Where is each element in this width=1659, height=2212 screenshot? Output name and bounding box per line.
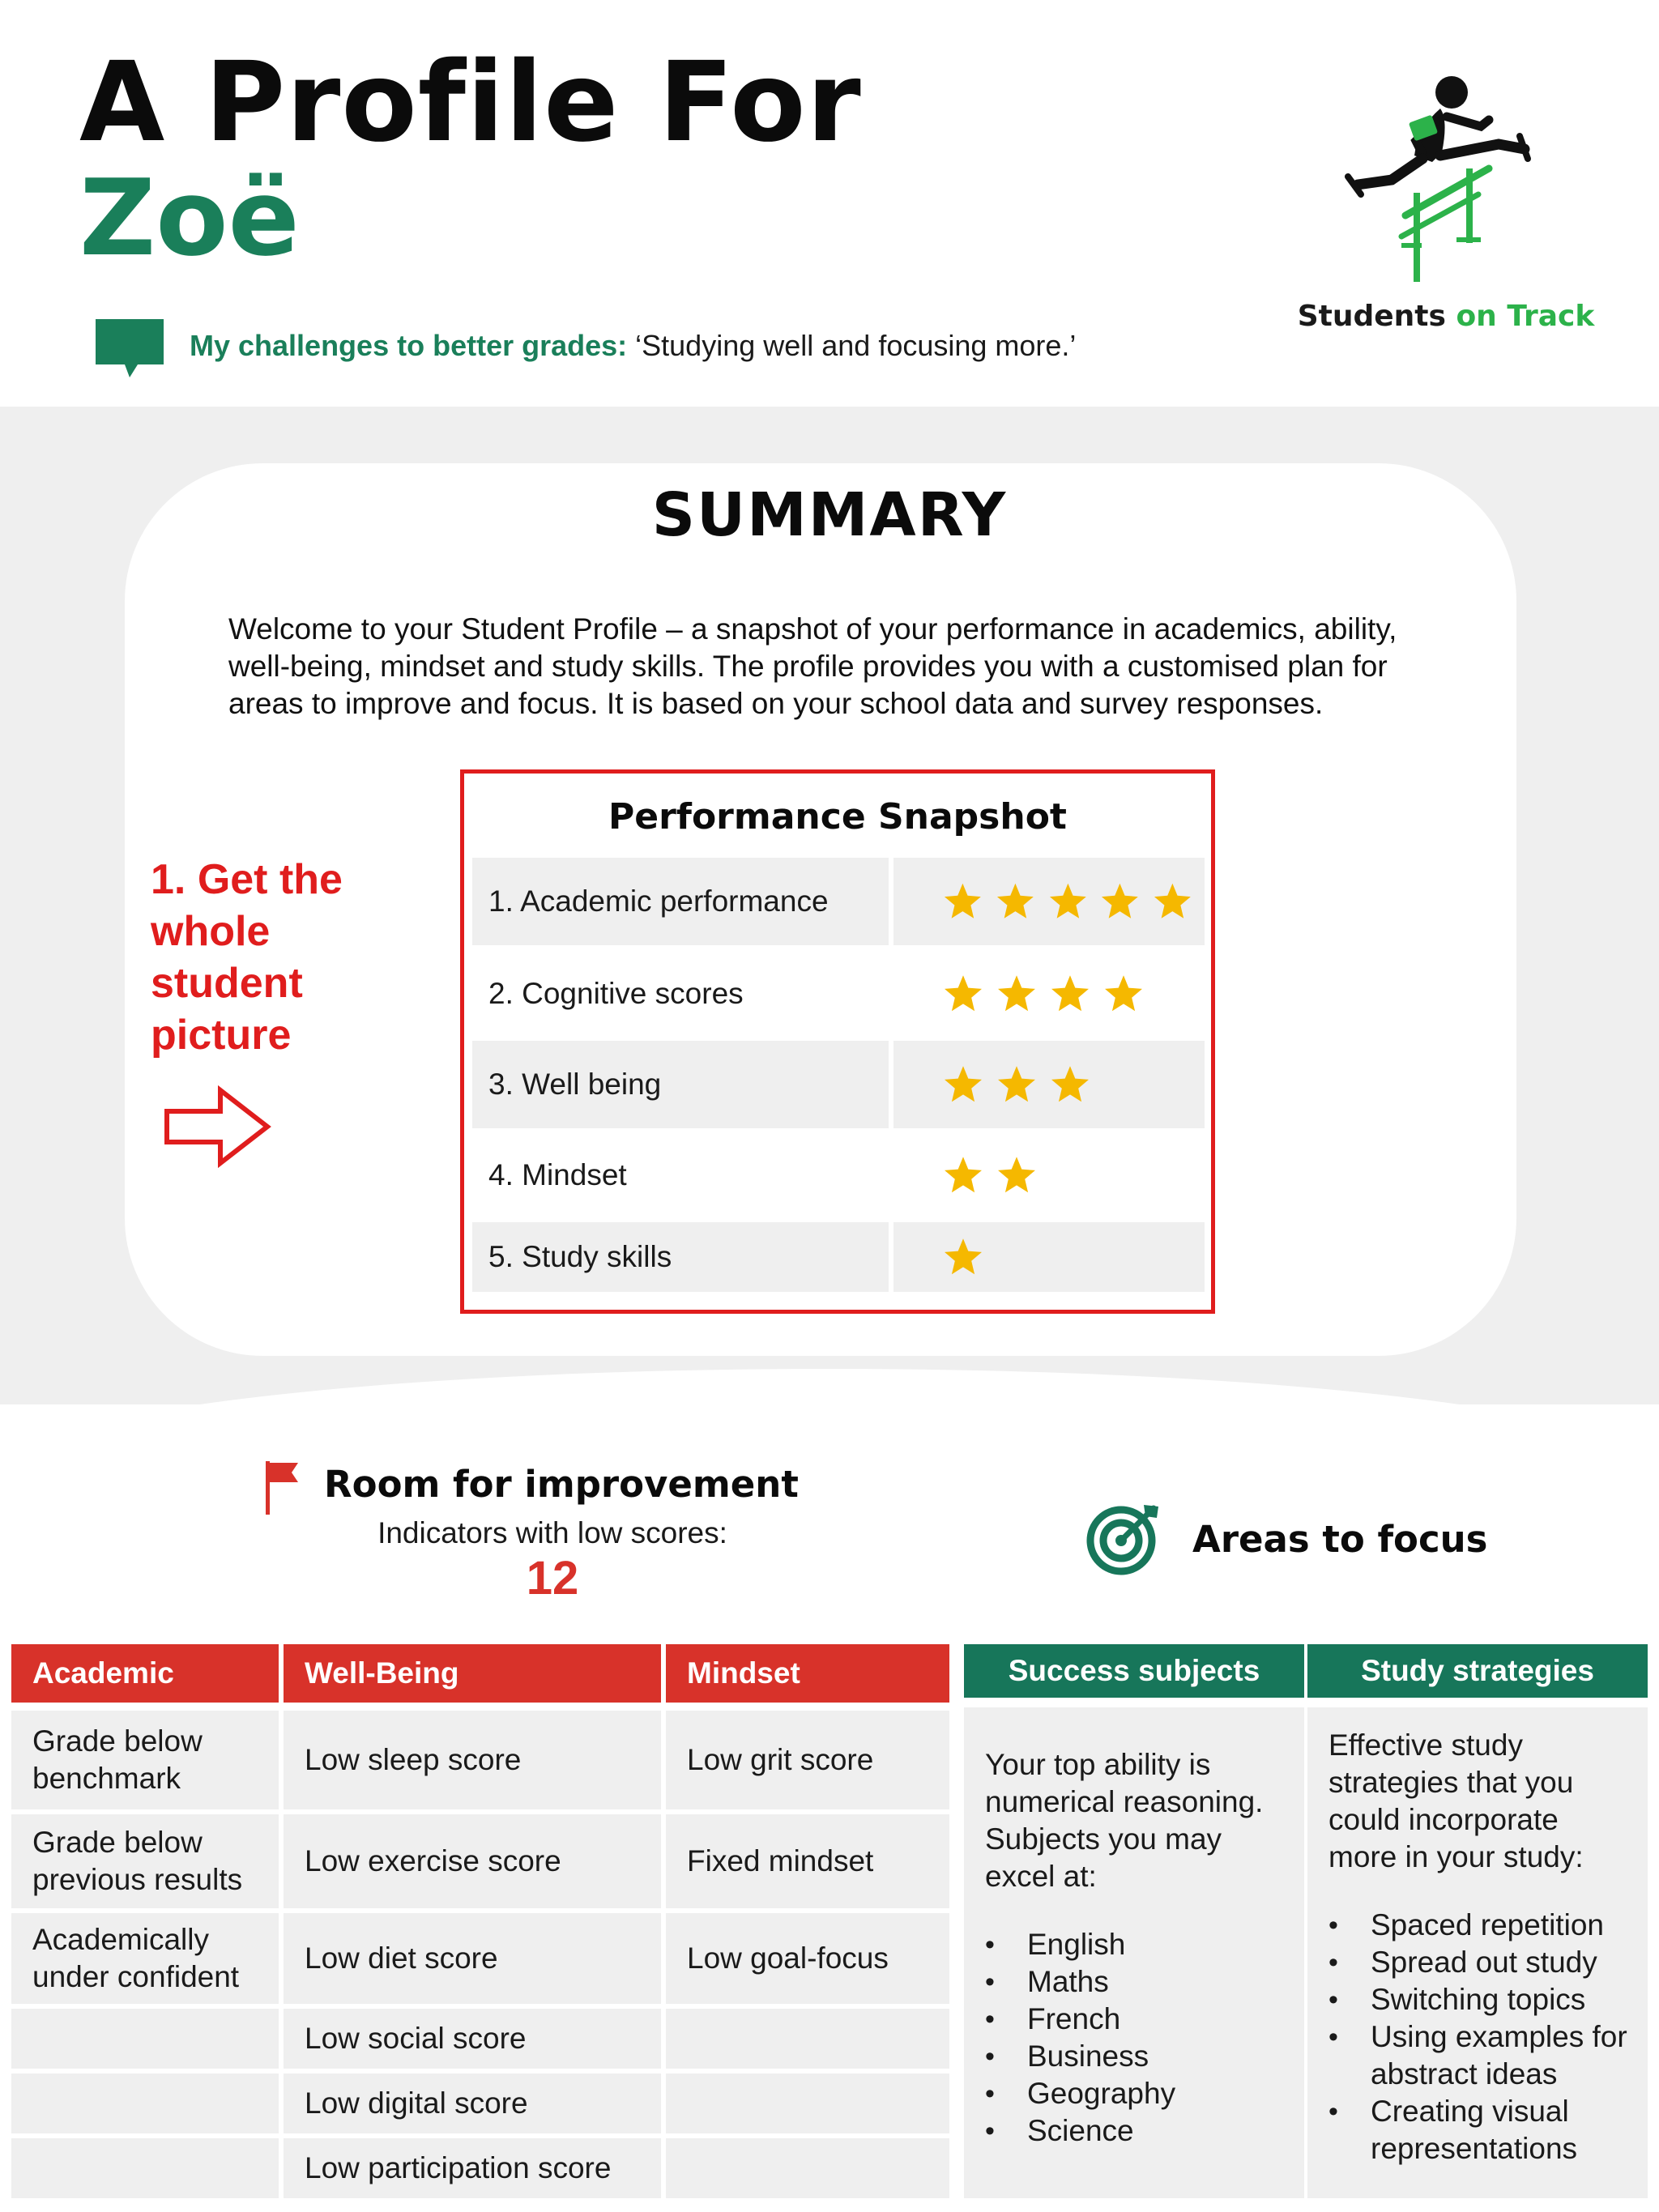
star-icon bbox=[942, 1236, 984, 1278]
list-item: • Science bbox=[985, 2112, 1175, 2150]
list-item: • English bbox=[985, 1926, 1175, 1963]
table-cell: Low exercise score bbox=[284, 1814, 661, 1908]
table-cell bbox=[11, 2073, 279, 2133]
star-icon bbox=[942, 1154, 984, 1196]
table-cell: Academically under confident bbox=[11, 1913, 279, 2004]
list-item: • Spaced repetition bbox=[1328, 1907, 1636, 1944]
arrow-right-icon bbox=[164, 1085, 272, 1168]
page-header bbox=[0, 0, 1659, 407]
improvement-title: Room for improvement bbox=[324, 1463, 799, 1506]
table-cell: Low grit score bbox=[666, 1711, 949, 1809]
logo-text: Students on Track bbox=[1297, 300, 1595, 333]
snapshot-row-label: 2. Cognitive scores bbox=[488, 977, 744, 1010]
challenge-text: ‘Studying well and focusing more.’ bbox=[627, 329, 1077, 362]
table-cell bbox=[11, 2009, 279, 2069]
table-cell: Grade below previous results bbox=[11, 1814, 279, 1908]
column-header-success-subjects: Success subjects bbox=[964, 1644, 1304, 1698]
snapshot-row-label: 5. Study skills bbox=[472, 1222, 889, 1292]
snapshot-row bbox=[472, 1132, 1205, 1219]
improvement-subtitle: Indicators with low scores: bbox=[377, 1516, 727, 1549]
focus-title: Areas to focus bbox=[1192, 1518, 1488, 1561]
table-cell bbox=[666, 2009, 949, 2069]
table-cell: Fixed mindset bbox=[666, 1814, 949, 1908]
success-subjects-panel bbox=[964, 1707, 1304, 2198]
snapshot-row-label: 1. Academic performance bbox=[472, 858, 889, 945]
list-item: • Geography bbox=[985, 2075, 1175, 2112]
table-cell bbox=[666, 2138, 949, 2198]
list-item: • Creating visual representations bbox=[1328, 2093, 1636, 2167]
star-icon bbox=[1099, 880, 1141, 923]
star-icon bbox=[996, 1063, 1038, 1106]
list-item: • French bbox=[985, 2001, 1175, 2038]
challenge-statement bbox=[96, 319, 1197, 376]
areas-to-focus-header bbox=[1085, 1500, 1507, 1573]
table-cell: Low digital score bbox=[284, 2073, 661, 2133]
column-header-study-strategies: Study strategies bbox=[1307, 1644, 1648, 1698]
column-header-wellbeing: Well-Being bbox=[284, 1644, 661, 1703]
callout-text: 1. Get the whole student picture bbox=[151, 856, 343, 1059]
star-rating bbox=[893, 950, 1205, 1038]
strategies-intro: Effective study strategies that you could incorporate more in your study: bbox=[1328, 1728, 1584, 1873]
list-item: • Business bbox=[985, 2038, 1175, 2075]
snapshot-row bbox=[472, 858, 1205, 945]
snapshot-row-label: 4. Mindset bbox=[488, 1158, 627, 1191]
page-title: A Profile For bbox=[79, 39, 862, 167]
star-icon bbox=[942, 1063, 984, 1106]
star-icon bbox=[1152, 880, 1193, 923]
star-rating bbox=[893, 1041, 1205, 1128]
table-cell: Low sleep score bbox=[284, 1711, 661, 1809]
star-icon bbox=[1049, 1063, 1091, 1106]
summary-intro: Welcome to your Student Profile – a snapshot of your performance in academics, ability, well-being, mindset and study skills. The profile provides you with a customised plan for areas to improve and focus. It is based on your school data and survey responses. bbox=[228, 612, 1397, 720]
star-icon bbox=[942, 973, 984, 1015]
performance-snapshot bbox=[460, 769, 1215, 1314]
star-icon bbox=[942, 880, 983, 923]
summary-title: SUMMARY bbox=[651, 480, 1008, 550]
snapshot-row bbox=[472, 1222, 1205, 1292]
target-icon bbox=[1085, 1500, 1162, 1576]
snapshot-row bbox=[472, 1041, 1205, 1128]
students-on-track-logo bbox=[1296, 71, 1596, 339]
list-item: • Spread out study bbox=[1328, 1944, 1636, 1981]
star-icon bbox=[995, 880, 1036, 923]
hurdler-icon bbox=[1345, 71, 1539, 290]
star-icon bbox=[1102, 973, 1145, 1015]
list-item: • Maths bbox=[985, 1963, 1175, 2001]
star-icon bbox=[1047, 880, 1089, 923]
table-cell bbox=[666, 2073, 949, 2133]
challenge-label: My challenges to better grades: bbox=[190, 329, 628, 362]
table-cell: Low diet score bbox=[284, 1913, 661, 2004]
star-icon bbox=[1049, 973, 1091, 1015]
star-icon bbox=[996, 973, 1038, 1015]
table-cell: Low social score bbox=[284, 2009, 661, 2069]
column-header-mindset: Mindset bbox=[666, 1644, 949, 1703]
star-icon bbox=[996, 1154, 1038, 1196]
column-header-academic: Academic bbox=[11, 1644, 279, 1703]
list-item: • Switching topics bbox=[1328, 1981, 1636, 2018]
snapshot-title: Performance Snapshot bbox=[608, 796, 1067, 837]
speech-bubble-icon bbox=[96, 319, 164, 379]
room-for-improvement-header bbox=[262, 1460, 846, 1605]
list-item: • Using examples for abstract ideas bbox=[1328, 2018, 1636, 2093]
snapshot-row-label: 3. Well being bbox=[472, 1041, 889, 1128]
subjects-intro: Your top ability is numerical reasoning. Subjects you may excel at: bbox=[985, 1748, 1264, 1893]
flag-icon bbox=[262, 1460, 303, 1516]
subjects-list bbox=[985, 1926, 1175, 2150]
snapshot-row bbox=[472, 950, 1205, 1038]
low-score-count: 12 bbox=[526, 1552, 579, 1605]
table-cell: Grade below benchmark bbox=[11, 1711, 279, 1809]
table-cell: Low goal-focus bbox=[666, 1913, 949, 2004]
table-cell: Low participation score bbox=[284, 2138, 661, 2198]
star-rating bbox=[893, 1222, 1205, 1292]
study-strategies-panel bbox=[1307, 1707, 1648, 2198]
strategies-list bbox=[1328, 1907, 1636, 2167]
star-rating bbox=[893, 858, 1205, 945]
star-rating bbox=[893, 1132, 1205, 1219]
table-cell bbox=[11, 2138, 279, 2198]
student-name: Zoë bbox=[79, 156, 300, 279]
